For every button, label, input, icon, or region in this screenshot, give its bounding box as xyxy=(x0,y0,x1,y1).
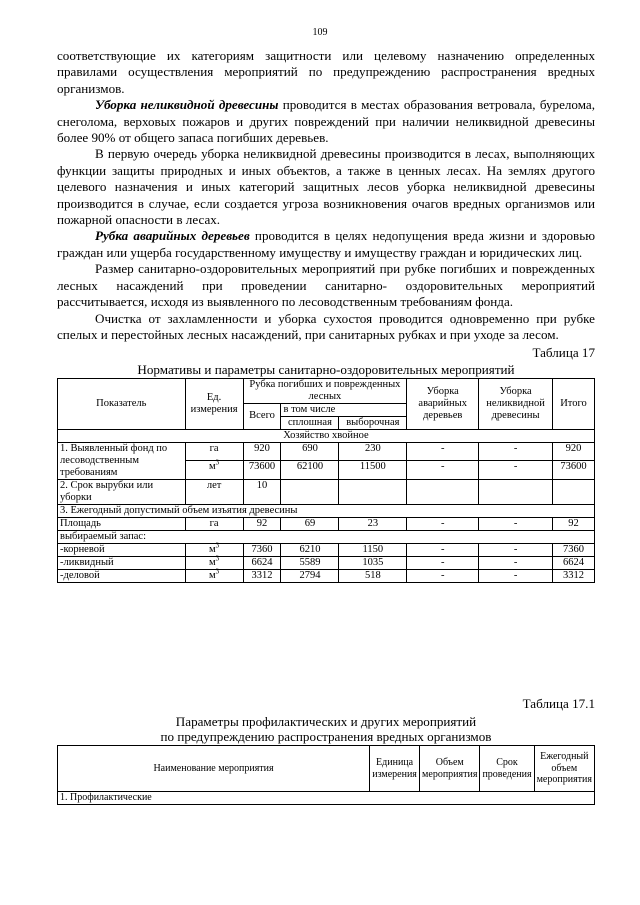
cell-clear: 6210 xyxy=(281,543,339,556)
header-total: Всего xyxy=(243,403,281,429)
header-volume: Объем мероприятия xyxy=(420,746,480,792)
table-row xyxy=(58,517,595,530)
unit-superscript: 3 xyxy=(215,541,220,550)
unit-superscript: 3 xyxy=(215,554,220,563)
cell-selective: 518 xyxy=(339,569,407,582)
table17-1-title-line1: Параметры профилактических и других мероприятий xyxy=(175,714,477,729)
table17-section-row xyxy=(58,429,595,442)
header-illiquid: Уборка неликвидной древесины xyxy=(479,378,553,429)
header-selective: выборочная xyxy=(339,416,407,429)
unit-text: м xyxy=(209,543,216,555)
cell-selective: 1150 xyxy=(339,543,407,556)
header-unit: Ед. измерения xyxy=(185,378,243,429)
cell-selective: 230 xyxy=(339,442,407,461)
cell-clear: 69 xyxy=(281,517,339,530)
cell-unit xyxy=(185,569,243,582)
cell-emergency: - xyxy=(407,543,479,556)
cell-total: 92 xyxy=(243,517,281,530)
header-group: Рубка погибших и поврежденных лесных xyxy=(243,378,407,403)
cell-selective: 23 xyxy=(339,517,407,530)
header-term: Срок проведения xyxy=(480,746,534,792)
cell-clear: 690 xyxy=(281,442,339,461)
cell-unit: га xyxy=(185,517,243,530)
cell-unit xyxy=(185,556,243,569)
row-label: 1. Профилактические xyxy=(58,792,595,805)
row-label: 1. Выявленный фонд по лесоводственным требованиям xyxy=(58,442,186,479)
header-unit: Единица измерения xyxy=(370,746,420,792)
cell-illiquid: - xyxy=(479,442,553,461)
cell-unit: га xyxy=(185,442,243,461)
cell-emergency: - xyxy=(407,556,479,569)
paragraph-text: соответствующие их категориям защитности или целевому назначению определенных правилами осуществления мероприятий по предупреждению распространения вредных организмов. xyxy=(57,48,595,96)
table-row xyxy=(58,543,595,556)
unit-text: м xyxy=(209,556,216,568)
cell-clear: 5589 xyxy=(281,556,339,569)
table17-header-row xyxy=(58,378,595,403)
cell-unit xyxy=(185,458,243,480)
cell-unit: лет xyxy=(185,479,243,504)
cell-emergency: - xyxy=(407,569,479,582)
header-sum: Итого xyxy=(553,378,595,429)
body-text xyxy=(57,48,595,583)
row-label: -корневой xyxy=(58,543,186,556)
header-annual: Ежегодный объем мероприятия xyxy=(534,746,594,792)
cell-total: 7360 xyxy=(243,543,281,556)
unit-superscript: 3 xyxy=(215,458,220,467)
table17-label: Таблица 17 xyxy=(532,345,595,361)
table17-title: Нормативы и параметры санитарно-оздоровительных мероприятий xyxy=(137,361,515,377)
cell-illiquid: - xyxy=(479,517,553,530)
cell-emergency: - xyxy=(407,517,479,530)
cell-total: 3312 xyxy=(243,569,281,582)
table-row xyxy=(58,530,595,543)
cell-illiquid: - xyxy=(479,556,553,569)
paragraph-lead: Рубка аварийных деревьев xyxy=(95,228,250,244)
cell-total: 73600 xyxy=(243,461,281,480)
paragraph-3 xyxy=(57,146,595,228)
paragraph-text: проводится в местах образования ветровала, бурелома, снеголома, верховых пожаров и других повреждений при наличии неликвидной древесины более 90% от общего запаса погибших деревьев. xyxy=(57,97,595,146)
cell-illiquid: - xyxy=(479,461,553,480)
header-clear: сплошная xyxy=(281,416,339,429)
row-label: 3. Ежегодный допустимый объем изъятия древесины xyxy=(58,504,595,517)
paragraph-text: проводится в целях недопущения вреда жизни и здоровью граждан или ущерба государственному имуществу и имуществу граждан и юридических лиц. xyxy=(57,228,595,260)
table17-1 xyxy=(57,745,595,805)
table-row xyxy=(58,479,595,504)
unit-text: м xyxy=(209,461,216,473)
cell-total: 10 xyxy=(243,479,281,504)
paragraph-5 xyxy=(57,261,595,310)
cell-total: 920 xyxy=(243,442,281,461)
row-label: -ликвидный xyxy=(58,556,186,569)
cell-selective: 11500 xyxy=(339,461,407,480)
cell-clear: 2794 xyxy=(281,569,339,582)
table17-1-title-line2: по предупреждению распространения вредных организмов xyxy=(160,729,492,744)
cell-clear: 62100 xyxy=(281,461,339,480)
row-label: Площадь xyxy=(58,517,186,530)
section-label: Хозяйство хвойное xyxy=(58,429,595,442)
table-row xyxy=(58,792,595,805)
header-emergency: Уборка аварийных деревьев xyxy=(407,378,479,429)
cell-sum: 92 xyxy=(553,517,595,530)
table-row xyxy=(58,556,595,569)
cell-sum: 7360 xyxy=(553,543,595,556)
header-indicator: Показатель xyxy=(58,378,186,429)
cell-illiquid: - xyxy=(479,569,553,582)
unit-superscript: 3 xyxy=(215,567,220,576)
table17-1-header-row xyxy=(58,746,595,792)
paragraph-text: Очистка от захламленности и уборка сухостоя проводится одновременно при рубке спелых и перестойных лесных насаждений, при санитарных рубках и при уходе за лесом. xyxy=(57,310,595,342)
row-label: -деловой xyxy=(58,569,186,582)
paragraph-lead: Уборка неликвидной древесины xyxy=(95,97,279,113)
cell-sum: 6624 xyxy=(553,556,595,569)
cell-sum: 3312 xyxy=(553,569,595,582)
paragraph-2 xyxy=(57,97,595,146)
cell-sum: 73600 xyxy=(553,461,595,480)
row-label: 2. Срок вырубки или уборки xyxy=(58,479,186,504)
unit-text: м xyxy=(209,569,216,581)
cell-emergency: - xyxy=(407,461,479,480)
row-label: выбираемый запас: xyxy=(58,530,595,543)
header-incl: в том числе xyxy=(281,403,407,416)
table-row xyxy=(58,504,595,517)
page-number: 109 xyxy=(312,27,328,38)
table-row xyxy=(58,569,595,582)
table17-1-block xyxy=(57,694,595,805)
paragraph-text: Размер санитарно-оздоровительных мероприятий при рубке погибших и поврежденных лесных насаждений при проведении санитарно- оздоровительных мероприятий рассчитывается, исходя из выявленного по лесоводственным требованиям фонда. xyxy=(57,261,595,310)
paragraph-4 xyxy=(57,228,595,261)
cell-illiquid: - xyxy=(479,543,553,556)
table17-1-label: Таблица 17.1 xyxy=(522,696,595,711)
cell-total: 6624 xyxy=(243,556,281,569)
paragraph-1 xyxy=(57,48,595,97)
table17 xyxy=(57,378,595,583)
paragraph-6 xyxy=(57,311,595,344)
cell-sum: 920 xyxy=(553,442,595,461)
paragraph-text: В первую очередь уборка неликвидной древесины производится в лесах, выполняющих функции защиты природных и иных объектов, а также в ценных лесах. На землях другого целевого назначения и иных категорий защитных лесов уборка неликвидной древесины производится в случае, если создается угроза возникновения очагов вредных организмов или пожарной опасности в лесах. xyxy=(57,146,595,228)
table-row xyxy=(58,442,595,461)
cell-unit xyxy=(185,543,243,556)
cell-selective: 1035 xyxy=(339,556,407,569)
cell-emergency: - xyxy=(407,442,479,461)
header-name: Наименование мероприятия xyxy=(58,746,370,792)
